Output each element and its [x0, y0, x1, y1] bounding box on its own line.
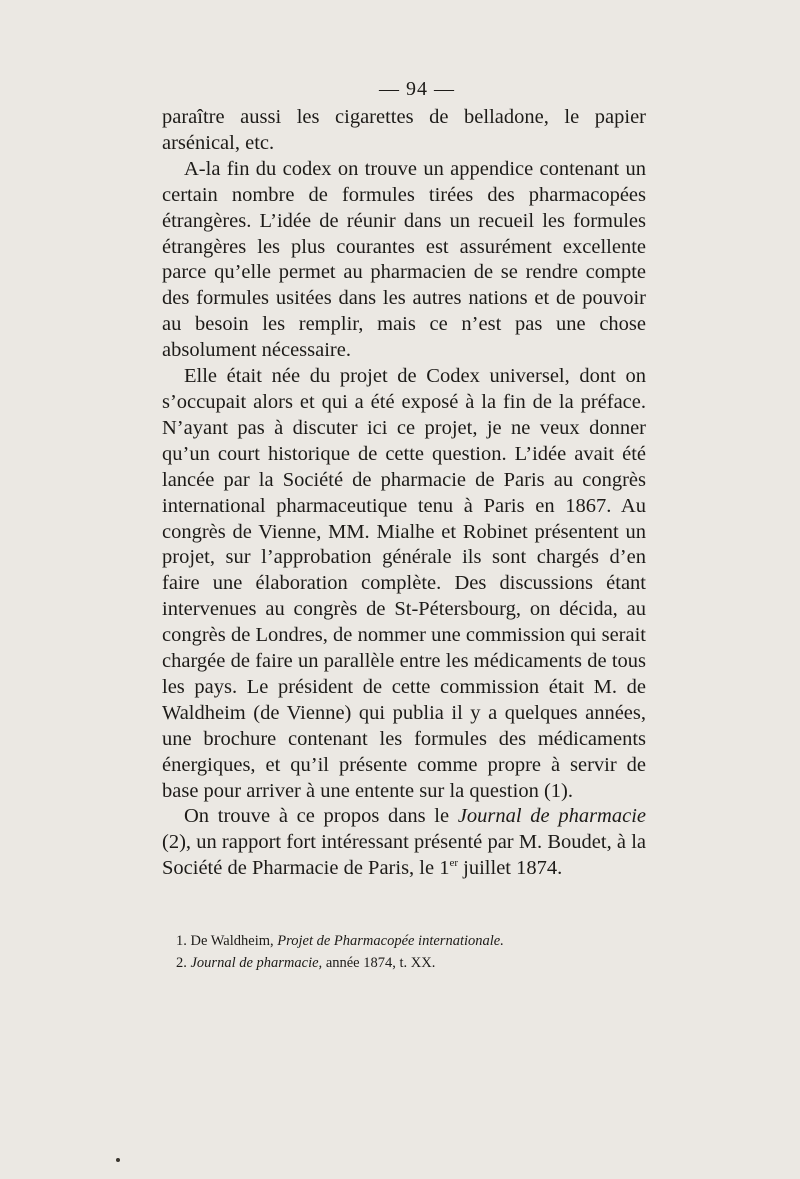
body-text — [162, 105, 646, 882]
footnote-2-number: 2. — [176, 955, 187, 971]
paragraph-3: Elle était née du projet de Codex universel, dont on s’occupait alors et qui a été exposé à la fin de la préface. N’ayant pas à discuter ici ce projet, je ne veux donner qu’un court historique de cette question. L’idée avait été lancée par la Société de pharmacie de Paris au congrès international pharmaceutique tenu à Paris en 1867. Au congrès de Vienne, MM. Mialhe et Robinet présentent un projet, sur l’approbation générale ils sont chargés d’en faire une élaboration complète. Des discussions étant intervenues au congrès de St-Pétersbourg, on décida, au congrès de Londres, de nommer une commission qui serait chargée de faire un parallèle entre les médicaments de tous les pays. Le président de cette commission était M. de Waldheim (de Vienne) qui publia il y a quelques années, une brochure contenant les formules des médicaments énergiques, et qu’il présente comme propre à servir de base pour arriver à une entente sur la question (1). — [162, 365, 646, 802]
footnote-1-number: 1. — [176, 933, 187, 949]
footnote-1 — [176, 930, 646, 952]
ink-speck — [116, 1158, 120, 1162]
paragraph-4-end: juillet 1874. — [458, 857, 563, 880]
footnote-1-author: De Waldheim, — [190, 933, 274, 949]
footnote-2-details: année 1874, t. XX. — [325, 955, 436, 971]
footnotes — [176, 930, 646, 974]
footnote-1-title: Projet de Pharmacopée internationale. — [277, 933, 504, 949]
paragraph-2: A-la fin du codex on trouve un appendice contenant un certain nombre de formules tirées des pharmacopées étrangères. L’idée de réunir dans un recueil les formules étrangères les plus courantes est assurément excellente parce qu’elle permet au pharmacien de se rendre compte des formules usitées dans les autres nations et de pouvoir au besoin les remplir, mais ce n’est pas une chose absolument nécessaire. — [162, 157, 646, 362]
footnote-2 — [176, 952, 646, 974]
superscript-er: er — [449, 857, 459, 870]
paragraph-4 — [162, 804, 646, 882]
footnote-2-title: Journal de pharmacie, — [190, 955, 323, 971]
journal-title: Journal de pharmacie — [457, 805, 646, 828]
page-number: — 94 — — [379, 78, 455, 100]
paragraph-4-before: On trouve à ce propos dans le — [184, 805, 458, 828]
paragraph-1: paraître aussi les cigarettes de belladone, le papier arsénical, etc. — [162, 106, 646, 154]
paragraph-4-middle: (2), un rapport fort intéressant présenté par M. Boudet, à la Société de Pharmacie de Paris, le 1 — [162, 831, 646, 880]
